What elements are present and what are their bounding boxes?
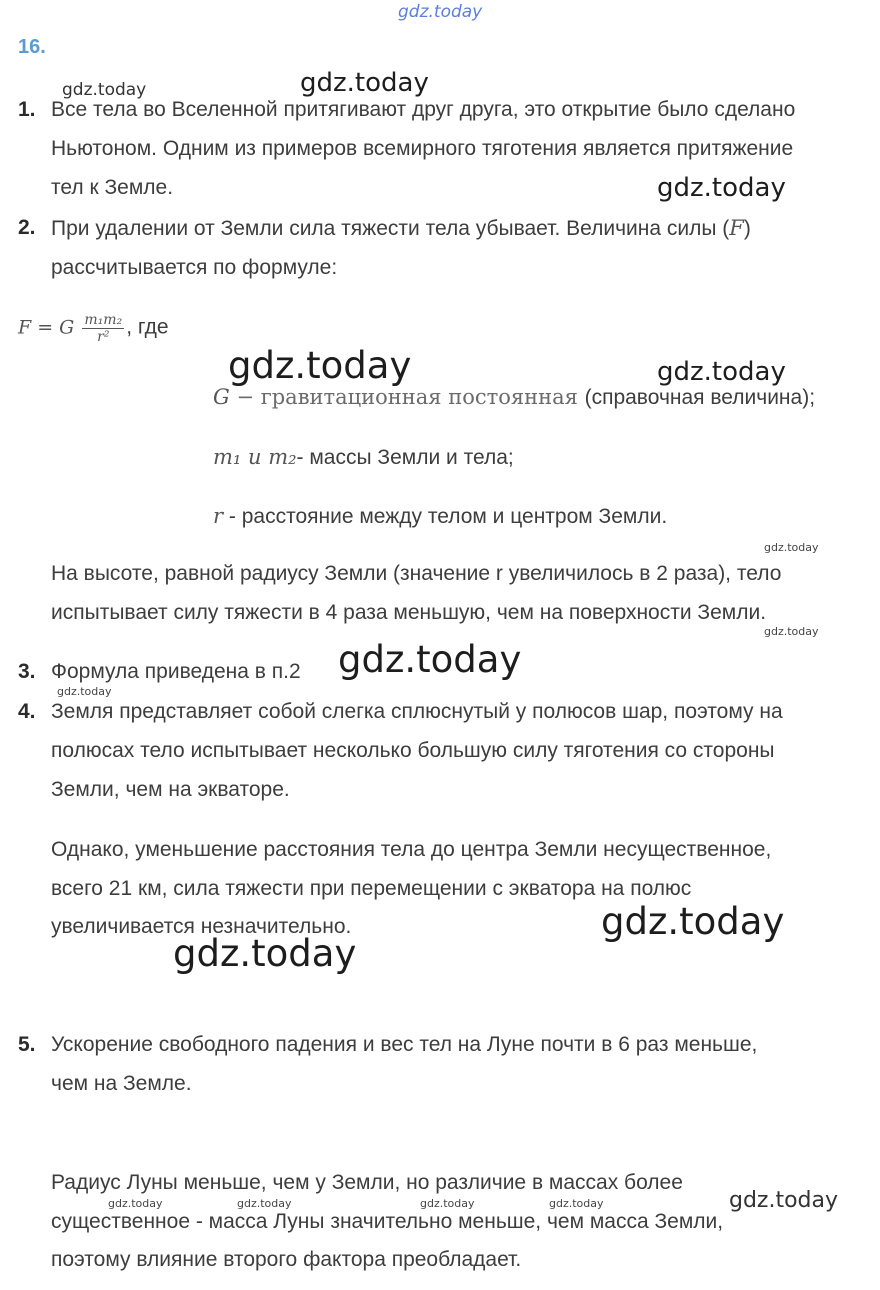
item-number: 3. [18, 660, 36, 683]
paragraph-line: Земля представляет собой слегка сплюснутый у полюсов шар, поэтому на [51, 700, 783, 723]
paragraph-text: При удалении от Земли сила тяжести тела убывает. Величина силы ( [51, 217, 730, 240]
def-text: - расстояние между телом и центром Земли. [223, 505, 668, 528]
def-symbol: G [213, 385, 230, 409]
paragraph-line: тел к Земле. [51, 176, 174, 199]
watermark: gdz.today [657, 173, 786, 203]
paragraph-line: Однако, уменьшение расстояния тела до центра Земли несущественное, [51, 838, 772, 861]
watermark: gdz.today [108, 1197, 163, 1210]
formula-lhs: F = G [18, 316, 75, 339]
gravity-formula [18, 312, 169, 345]
def-text: (справочная величина); [584, 386, 816, 409]
paragraph-line: рассчитывается по формуле: [51, 256, 338, 279]
watermark: gdz.today [338, 638, 522, 681]
watermark: gdz.today [764, 541, 819, 554]
paragraph-line: поэтому влияние второго фактора преобладает. [51, 1248, 522, 1271]
paragraph-line [51, 216, 751, 241]
force-symbol: F [729, 216, 744, 240]
def-symbol: r [213, 504, 224, 528]
watermark: gdz.today [657, 357, 786, 387]
item-number: 1. [18, 98, 36, 121]
definition-line [213, 445, 514, 470]
paragraph-line: Ньютоном. Одним из примеров всемирного тяготения является притяжение [51, 137, 794, 160]
paragraph-line: полюсах тело испытывает несколько большую силу тяготения со стороны [51, 739, 775, 762]
watermark: gdz.today [729, 1188, 839, 1213]
item-number: 2. [18, 216, 36, 239]
item-number: 5. [18, 1033, 36, 1056]
watermark: gdz.today [62, 80, 147, 100]
formula-numerator: m₁m₂ [84, 312, 123, 328]
paragraph-line: Радиус Луны меньше, чем у Земли, но различие в массах более [51, 1171, 683, 1194]
paragraph-line: Земли, чем на экваторе. [51, 778, 290, 801]
watermark-top: gdz.today [398, 2, 483, 22]
paragraph-line: Все тела во Вселенной притягивают друг друга, это открытие было сделано [51, 98, 796, 121]
item-number: 4. [18, 700, 36, 723]
watermark: gdz.today [549, 1197, 604, 1210]
paragraph-line: Ускорение свободного падения и вес тел на Луне почти в 6 раз меньше, [51, 1033, 758, 1056]
def-symbol: m₁ и m₂ [213, 445, 297, 469]
paragraph-line: существенное - масса Луны значительно меньше, чем масса Земли, [51, 1210, 724, 1233]
formula-denominator: r² [97, 329, 110, 345]
watermark: gdz.today [764, 625, 819, 638]
definition-line [213, 504, 667, 529]
def-text: - массы Земли и тела; [296, 446, 514, 469]
formula-tail: , где [126, 315, 169, 339]
paragraph-line: всего 21 км, сила тяжести при перемещении с экватора на полюс [51, 877, 692, 900]
watermark: gdz.today [300, 68, 429, 98]
watermark: gdz.today [57, 685, 112, 698]
formula-fraction [82, 312, 124, 345]
watermark: gdz.today [173, 932, 357, 975]
paragraph-line: Формула приведена в п.2 [51, 660, 301, 683]
task-number: 16. [18, 36, 46, 58]
watermark: gdz.today [237, 1197, 292, 1210]
paren-close: ) [743, 217, 751, 240]
watermark: gdz.today [601, 900, 785, 943]
watermark: gdz.today [228, 344, 412, 387]
paragraph-line: увеличивается незначительно. [51, 915, 352, 938]
def-dash: − гравитационная постоянная [229, 385, 585, 409]
paragraph-line: На высоте, равной радиусу Земли (значение r увеличилось в 2 раза), тело [51, 562, 782, 585]
definition-line [213, 385, 815, 410]
paragraph-line: чем на Земле. [51, 1072, 192, 1095]
paragraph-line: испытывает силу тяжести в 4 раза меньшую, чем на поверхности Земли. [51, 601, 767, 624]
watermark: gdz.today [420, 1197, 475, 1210]
